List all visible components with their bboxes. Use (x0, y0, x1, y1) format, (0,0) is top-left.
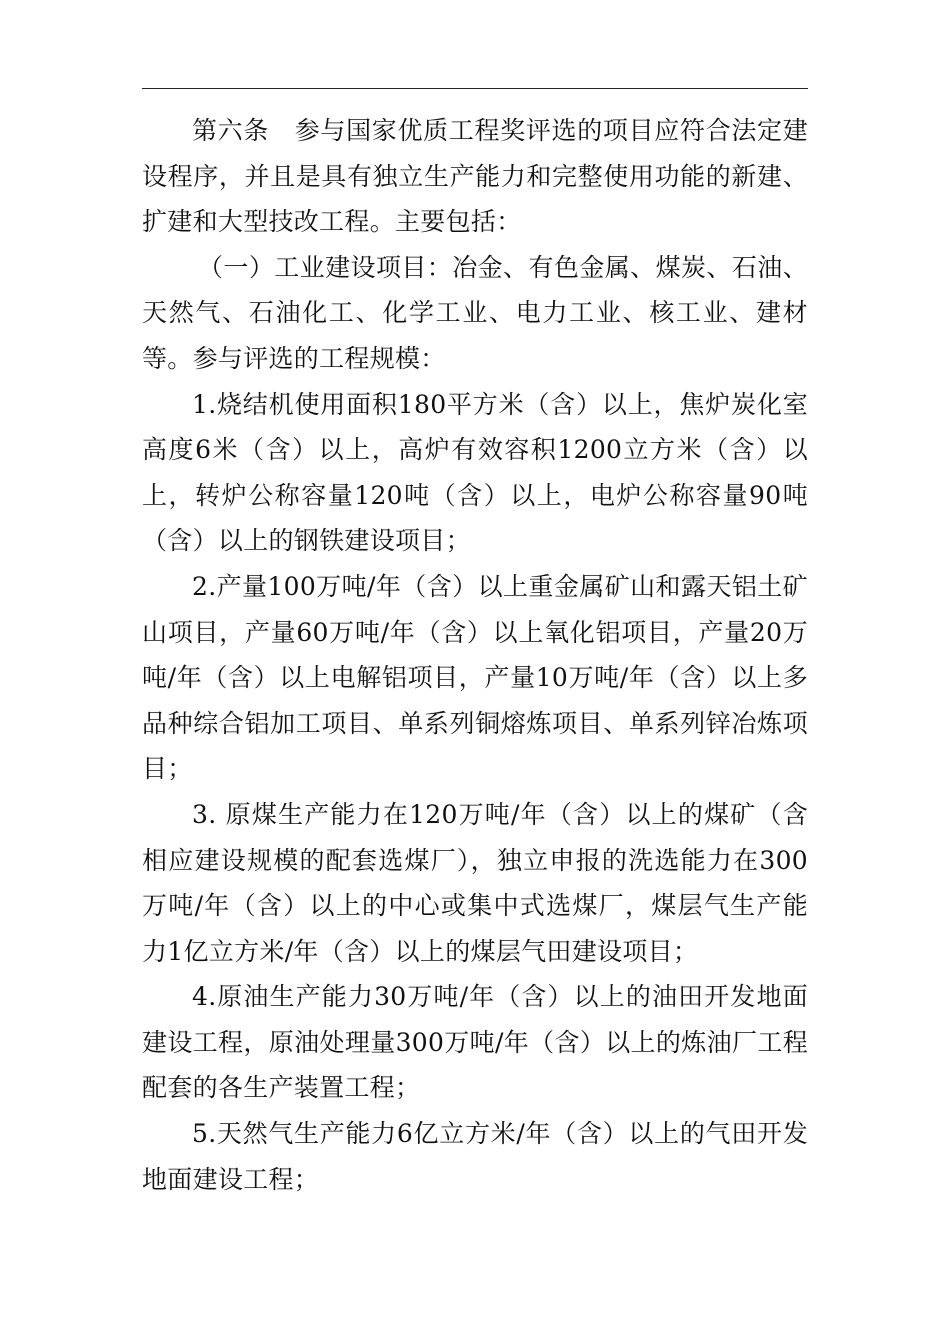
document-body (142, 108, 808, 1202)
item-4-oil-paragraph: 4.原油生产能力30万吨/年（含）以上的油田开发地面建设工程，原油处理量300万吨/年（含）以上的炼油厂工程配套的各生产装置工程； (142, 982, 808, 1103)
item-5-gas-paragraph: 5.天然气生产能力6亿立方米/年（含）以上的气田开发地面建设工程； (142, 1119, 808, 1194)
header-rule (142, 88, 808, 89)
item-2-nonferrous-paragraph: 2.产量100万吨/年（含）以上重金属矿山和露天铝土矿山项目，产量60万吨/年（含）以上氧化铝项目，产量20万吨/年（含）以上电解铝项目，产量10万吨/年（含）以上多品种综合铝加工项目、单系列铜熔炼项目、单系列锌冶炼项目； (142, 571, 808, 784)
item-1-steel-paragraph: 1.烧结机使用面积180平方米（含）以上，焦炉炭化室高度6米（含）以上，高炉有效容积1200立方米（含）以上，转炉公称容量120吨（含）以上，电炉公称容量90吨（含）以上的钢铁建设项目； (142, 389, 808, 556)
industrial-projects-paragraph: （一）工业建设项目：冶金、有色金属、煤炭、石油、天然气、石油化工、化学工业、电力工业、核工业、建材等。参与评选的工程规模： (142, 252, 808, 373)
item-3-coal-paragraph: 3. 原煤生产能力在120万吨/年（含）以上的煤矿（含相应建设规模的配套选煤厂），独立申报的洗选能力在300万吨/年（含）以上的中心或集中式选煤厂，煤层气生产能力1亿立方米/年（含）以上的煤层气田建设项目； (142, 799, 808, 966)
article-six-paragraph: 第六条 参与国家优质工程奖评选的项目应符合法定建设程序，并且是具有独立生产能力和完整使用功能的新建、扩建和大型技改工程。主要包括： (142, 116, 808, 237)
